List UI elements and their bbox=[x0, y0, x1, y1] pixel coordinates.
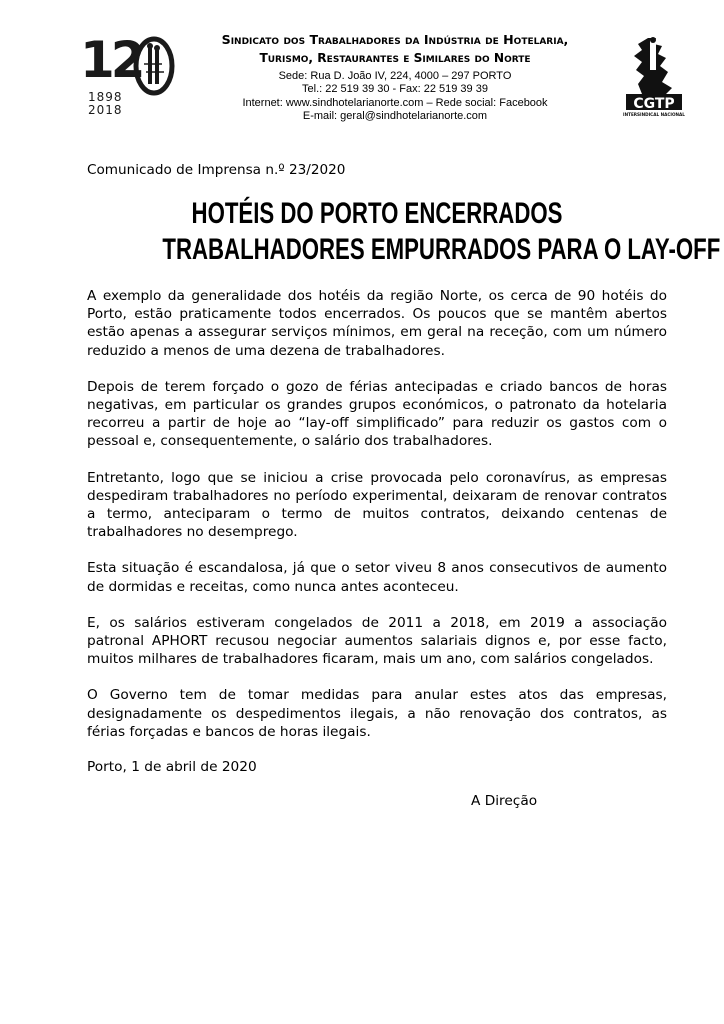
anniversary-number: 12 bbox=[80, 31, 142, 89]
headline bbox=[162, 196, 721, 268]
press-release-number: Comunicado de Imprensa n.º 23/2020 bbox=[87, 162, 346, 178]
cgtp-logo-icon bbox=[622, 36, 686, 118]
org-phone: Tel.: 22 519 39 30 - Fax: 22 519 39 39 bbox=[302, 83, 488, 96]
paragraph: Entretanto, logo que se iniciou a crise provocada pelo coronavírus, as empresas despediram trabalhadores no período experimental, deixaram de renovar contratos a termo, anteciparam o termo de muitos contratos, deixando centenas de trabalhadores no desemprego. bbox=[87, 469, 667, 541]
signature: A Direção bbox=[471, 793, 538, 809]
headline-line-2: TRABALHADORES EMPURRADOS PARA O LAY-OFF bbox=[162, 233, 721, 266]
org-email: E-mail: geral@sindhotelarianorte.com bbox=[302, 110, 488, 123]
place-and-date: Porto, 1 de abril de 2020 bbox=[87, 759, 257, 775]
headline-line-1: HOTÉIS DO PORTO ENCERRADOS bbox=[191, 197, 563, 230]
year-end: 2018 bbox=[88, 103, 123, 117]
org-internet: Internet: www.sindhotelarianorte.com – Rede social: Facebook bbox=[242, 96, 548, 109]
org-name-line-2: Turismo, Restaurantes e Similares do Norte bbox=[259, 51, 531, 65]
paragraph: Depois de terem forçado o gozo de férias antecipadas e criado bancos de horas negativas, em particular os grandes grupos económicos, o patronato da hotelaria recorreu a partir de hoje ao “lay-off simplificado” para reduzir os gastos com o pessoal e, consequentemente, o salário dos trabalhadores. bbox=[87, 378, 667, 450]
paragraph: A exemplo da generalidade dos hotéis da região Norte, os cerca de 90 hotéis do Porto, estão praticamente todos encerrados. Os poucos que se mantêm abertos estão apenas a assegurar serviços mínimos, em geral na receção, com um número reduzido a menos de uma dezena de trabalhadores. bbox=[87, 288, 667, 359]
svg-text:CGTP: CGTP bbox=[633, 96, 675, 112]
anniversary-logo bbox=[80, 32, 186, 120]
letterhead bbox=[186, 30, 604, 124]
chef-figures-icon bbox=[132, 36, 176, 120]
paragraph: Esta situação é escandalosa, já que o setor viveu 8 anos consecutivos de aumento de dormidas e receitas, como nunca antes aconteceu. bbox=[87, 560, 667, 595]
paragraph: E, os salários estiveram congelados de 2011 a 2018, em 2019 a associação patronal APHORT recusou negociar aumentos salariais dignos e, por esse facto, muitos milhares de trabalhadores ficaram, mais um ano, com salários congelados. bbox=[87, 614, 667, 668]
svg-text:INTERSINDICAL NACIONAL: INTERSINDICAL NACIONAL bbox=[623, 112, 685, 117]
anniversary-years bbox=[88, 90, 123, 116]
org-name-line-1: Sindicato dos Trabalhadores da Indústria de Hotelaria, bbox=[221, 32, 569, 47]
paragraph: O Governo tem de tomar medidas para anular estes atos das empresas, designadamente os despedimentos ilegais, a não renovação dos contratos, as férias forçadas e bancos de horas ilegais. bbox=[87, 687, 667, 740]
year-start: 1898 bbox=[88, 90, 123, 104]
body bbox=[87, 287, 667, 759]
org-address: Sede: Rua D. João IV, 224, 4000 – 297 PORTO bbox=[278, 70, 512, 82]
